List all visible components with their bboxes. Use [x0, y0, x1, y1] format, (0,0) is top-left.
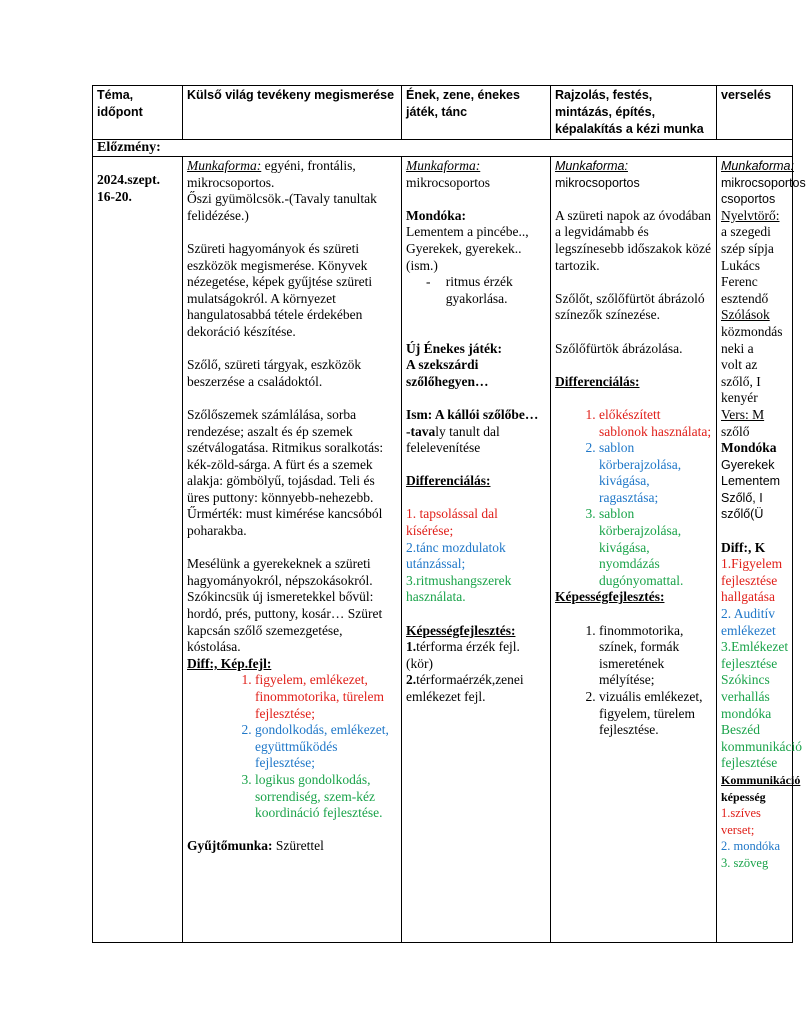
- comm-item-1: 1.szíves: [721, 806, 761, 821]
- poetry-line: Lukács: [721, 257, 760, 273]
- diff-item-2-cont: emlékezet: [721, 622, 776, 638]
- sayings-label: Szólások: [721, 307, 770, 323]
- diff-item-3: 3.Emlékezet: [721, 639, 789, 655]
- diff-item-3-cont: fejlesztése: [721, 655, 778, 671]
- weekly-plan-table: [92, 85, 806, 943]
- skill-item-1: [406, 639, 546, 672]
- skill-list: [555, 623, 712, 739]
- dash-bullet: -: [426, 274, 431, 290]
- collection-work-label: Gyűjtőmunka:: [187, 838, 273, 854]
- poetry-line: szép sípja: [721, 240, 774, 256]
- workform-text: mikrocsoportos: [721, 175, 806, 190]
- poetry-line: szőlő: [721, 423, 750, 439]
- paragraph-harvest-days: A szüreti napok az óvodában a legvidámabb és legszínesebb időszakok közé tartozik.: [555, 207, 711, 273]
- workform-label: Munkaforma:: [555, 159, 628, 173]
- paragraph-drawing-grapes: Szőlőfürtök ábrázolása.: [555, 340, 683, 356]
- header-topic-date: Téma, időpont: [93, 86, 183, 140]
- prerequisite-row: [93, 140, 793, 157]
- diff-item-1: 1. tapsolással dal kísérése;: [406, 506, 498, 539]
- paragraph-coloring: Szőlőt, szőlőfürtöt ábrázoló színezők színezése.: [555, 290, 705, 323]
- diff-item-3: 3. sablon körberajzolása, kivágása, nyomdázás dugónyomattal.: [599, 506, 712, 589]
- comm-item-3: 3. szöveg: [721, 855, 769, 870]
- vocab-line: mondóka: [721, 705, 772, 721]
- new-song-label: Új Énekes játék:: [406, 340, 502, 356]
- rhyme-label: Mondóka: [721, 440, 777, 456]
- skill-item-text: térformaérzék,zenei emlékezet fejl.: [406, 672, 524, 704]
- diff-item-1-cont: hallgatása: [721, 589, 775, 605]
- collection-work-line: [187, 838, 397, 855]
- diff-item-1: 1. figyelem, emlékezet, finommotorika, türelem fejlesztése;: [255, 672, 397, 722]
- diff-label: Differenciálás:: [406, 473, 491, 489]
- vocab-line: Szókincs: [721, 672, 770, 688]
- paragraph-grape-counting: Szőlőszemek számlálása, sorba rendezése; aszalt és ép szemek szétválogatása. Ritmikus soralkotás: kék-zöld-sárga. A fürt és a szemek alakja: gömbölyű, tojásdad. Teli és üres puttony: könnyebb-nehezebb. Űrmérték: must kimérése kancsóból poharakba.: [187, 406, 384, 539]
- poetry-line: kenyér: [721, 390, 758, 406]
- tongue-twister-label: Nyelvtörő:: [721, 207, 780, 223]
- diff-item-2: 2.tánc mozdulatok utánzással;: [406, 539, 506, 572]
- skill-item-text: térforma érzék fejl. (kör): [406, 639, 520, 671]
- drawing-cell: [551, 157, 717, 943]
- poetry-line: volt az: [721, 357, 758, 373]
- communication-label-cont: képesség: [721, 789, 766, 804]
- workform-label: Munkaforma:: [187, 158, 262, 173]
- rhythm-item-text: ritmus érzék gyakorlása.: [445, 274, 513, 306]
- poetry-line: szőlő, I: [721, 373, 761, 389]
- comm-item-2: 2. mondóka: [721, 839, 781, 854]
- diff-label: Diff:, Kép.fejl:: [187, 655, 272, 671]
- vocab-line: verhallás: [721, 689, 770, 704]
- workform-text: egyéni, frontális, mikrocsoportos.: [187, 158, 356, 190]
- workform-label: Munkaforma:: [406, 158, 481, 173]
- poetry-line: Gyerekek: [721, 457, 775, 472]
- repeat-song-text: ly tanult dal felelevenítése: [406, 423, 500, 456]
- speech-line: kommunikáció: [721, 738, 802, 754]
- poetry-line: esztendő: [721, 290, 769, 306]
- poetry-line: közmondás: [721, 323, 783, 339]
- skill-item-number: 2.: [406, 672, 417, 688]
- header-drawing-crafts: Rajzolás, festés, mintázás, építés, képalakítás a kézi munka: [551, 86, 717, 140]
- rhyme-label: Mondóka:: [406, 207, 467, 223]
- plan-table-wrapper: [92, 85, 806, 938]
- diff-item-1-cont: fejlesztése: [721, 572, 778, 588]
- header-row: [93, 86, 793, 140]
- repeat-song-line: [406, 407, 546, 457]
- diff-label: Diff:, K: [721, 539, 766, 555]
- header-singing-music: Ének, zene, énekes játék, tánc: [402, 86, 551, 140]
- content-row: [93, 157, 793, 943]
- paragraph-autumn-fruits: Őszi gyümölcsök.-(Tavaly tanultak felidézése.): [187, 191, 377, 223]
- skill-dev-label: Képességfejlesztés:: [555, 589, 665, 605]
- paragraph-storytelling: Mesélünk a gyerekeknek a szüreti hagyományokról, népszokásokról. Szókincsük új ismeretekkel bővül: hordó, prés, puttony, kosár… Szüret kapcsán szőlő szemezgetése, kóstolása.: [187, 556, 383, 655]
- header-outside-world: Külső világ tevékeny megismerése: [183, 86, 402, 140]
- speech-line: Beszéd: [721, 722, 760, 738]
- communication-label: Kommunikáció: [721, 772, 801, 787]
- diff-label: Differenciálás:: [555, 373, 640, 389]
- diff-item-1: 1.Figyelem: [721, 556, 783, 572]
- poetry-cell: [717, 157, 806, 943]
- outside-world-cell: [183, 157, 402, 943]
- skill-item-2: 2. vizuális emlékezet, figyelem, türelem fejlesztése.: [599, 689, 712, 739]
- workform-label: Munkaforma:: [721, 159, 794, 173]
- diff-list: [555, 407, 712, 590]
- diff-item-3: 3.ritmushangszerek használata.: [406, 572, 512, 605]
- poetry-line: neki a: [721, 340, 754, 356]
- diff-list: [187, 672, 397, 821]
- comm-item-1-cont: verset;: [721, 822, 755, 837]
- workform-line: [187, 158, 397, 191]
- skill-dev-label: Képességfejlesztés:: [406, 622, 516, 638]
- week-date: 2024.szept. 16-20.: [97, 172, 160, 204]
- header-poetry: verselés: [717, 86, 793, 140]
- paragraph-collect-items: Szőlő, szüreti tárgyak, eszközök beszerzése a családoktól.: [187, 357, 362, 389]
- workform-text-2: csoportos: [721, 192, 776, 207]
- diff-item-1: 1. előkészített sablonok használata;: [599, 407, 712, 440]
- speech-line: fejlesztése: [721, 755, 778, 771]
- poetry-line: szőlő(Ü: [721, 507, 764, 522]
- diff-item-2: 2. gondolkodás, emlékezet, együttműködés fejlesztése;: [255, 722, 397, 772]
- diff-item-2: 2. sablon körberajzolása, kivágása, ragasztása;: [599, 440, 712, 506]
- singing-cell: [402, 157, 551, 943]
- diff-item-3: 3. logikus gondolkodás, sorrendiség, szem-kéz koordináció fejlesztése.: [255, 772, 397, 822]
- diff-item-2: 2. Auditív: [721, 606, 776, 622]
- prerequisite-label: Előzmény:: [93, 140, 793, 157]
- workform-text: mikrocsoportos: [406, 174, 490, 190]
- poetry-line: Lementem: [721, 474, 781, 489]
- poetry-line: Ferenc: [721, 274, 758, 290]
- poem-label: Vers: M: [721, 406, 765, 422]
- repeat-song-label: Ism: A kállói szőlőbe… -tava: [406, 406, 539, 439]
- skill-item-number: 1.: [406, 639, 417, 655]
- poetry-line: Szőlő, I: [721, 490, 763, 505]
- date-cell: [93, 157, 183, 943]
- rhyme-text: Lementem a pincébe.., Gyerekek, gyerekek..(ism.): [406, 224, 529, 273]
- poetry-line: a szegedi: [721, 224, 771, 240]
- rhythm-item: [406, 274, 546, 307]
- skill-item-1: 1. finommotorika, színek, formák ismeretének mélyítése;: [599, 623, 712, 689]
- new-song-title: A szekszárdi szőlőhegyen…: [406, 357, 489, 389]
- collection-work-text: Szürettel: [272, 838, 324, 854]
- paragraph-harvest-traditions: Szüreti hagyományok és szüreti eszközök megismerése. Könyvek nézegetése, képek gyűjtése szüreti mulatságokról. A környezet hangulatosabbá tétele érdekében dekoráció készítése.: [187, 240, 373, 339]
- skill-item-2: [406, 672, 546, 705]
- workform-text: mikrocsoportos: [555, 175, 640, 190]
